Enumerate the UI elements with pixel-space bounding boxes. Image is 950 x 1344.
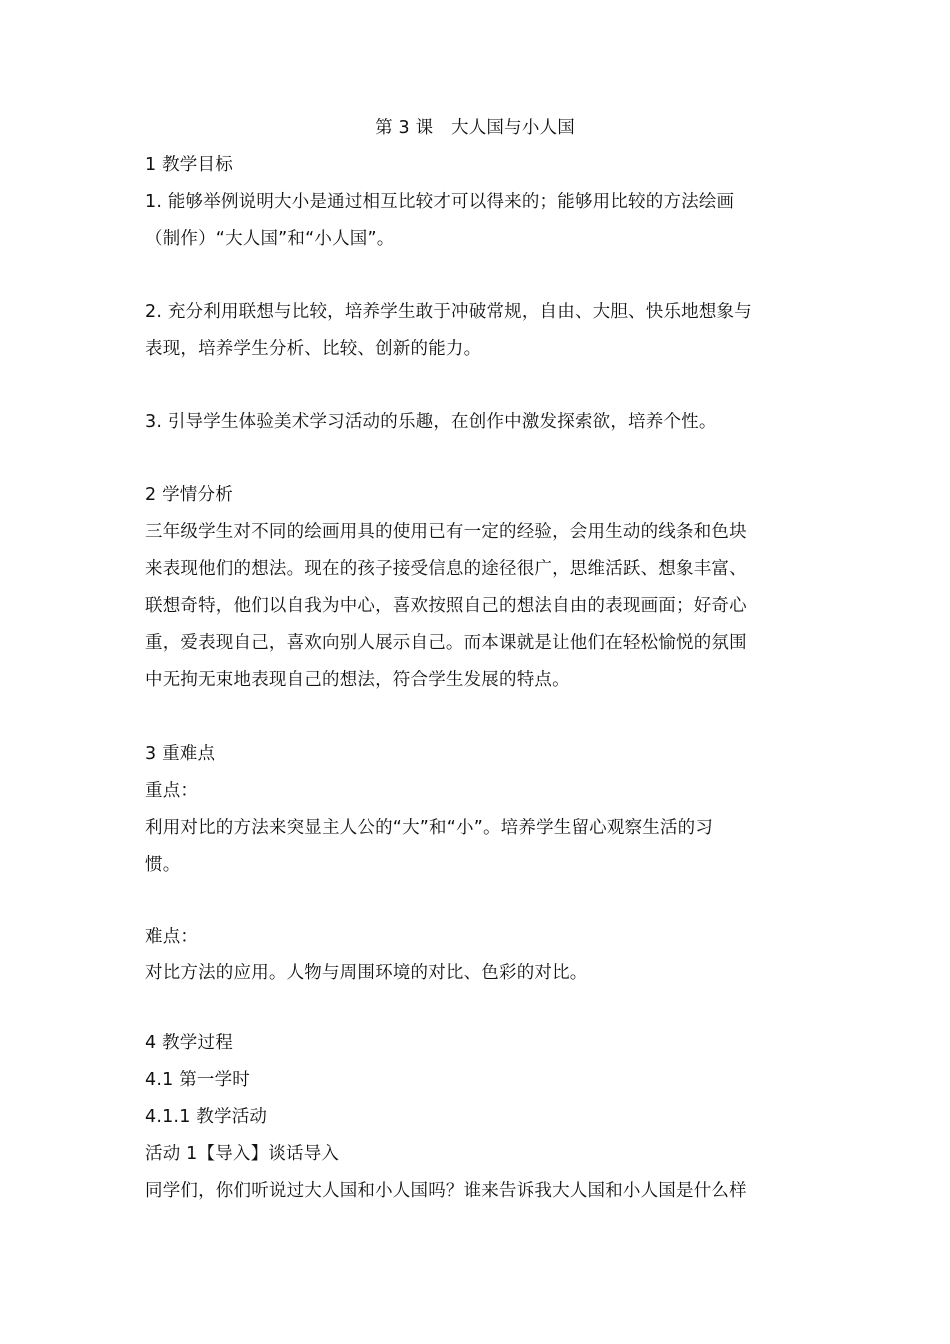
section-heading-key-difficult-points: 3 重难点 [145,744,216,764]
goal-1-line-1: 1. 能够举例说明大小是通过相互比较才可以得来的；能够用比较的方法绘画 [145,192,735,212]
goal-1-line-2: （制作）“大人国”和“小人国”。 [145,229,395,249]
difficult-point-label: 难点： [145,927,199,947]
subsection-first-period: 4.1 第一学时 [145,1070,250,1090]
activity-1-heading: 活动 1【导入】谈话导入 [145,1144,340,1164]
difficult-point-text: 对比方法的应用。人物与周围环境的对比、色彩的对比。 [145,963,588,983]
analysis-line: 来表现他们的想法。现在的孩子接受信息的途径很广，思维活跃、想象丰富、 [145,559,747,579]
page-title: 第 3 课 大人国与小人国 [375,118,575,138]
goal-2-line-1: 2. 充分利用联想与比较，培养学生敢于冲破常规，自由、大胆、快乐地想象与 [145,302,752,322]
section-heading-teaching-goals: 1 教学目标 [145,155,233,175]
goal-2-line-2: 表现，培养学生分析、比较、创新的能力。 [145,339,482,359]
analysis-line: 三年级学生对不同的绘画用具的使用已有一定的经验，会用生动的线条和色块 [145,522,747,542]
section-heading-teaching-process: 4 教学过程 [145,1033,233,1053]
subsection-teaching-activity: 4.1.1 教学活动 [145,1107,268,1127]
analysis-line: 中无拘无束地表现自己的想法，符合学生发展的特点。 [145,670,570,690]
key-point-line-1: 利用对比的方法来突显主人公的“大”和“小”。培养学生留心观察生活的习 [145,818,714,838]
analysis-line: 重，爱表现自己，喜欢向别人展示自己。而本课就是让他们在轻松愉悦的氛围 [145,633,747,653]
activity-1-text: 同学们，你们听说过大人国和小人国吗？谁来告诉我大人国和小人国是什么样 [145,1181,747,1201]
analysis-line: 联想奇特，他们以自我为中心，喜欢按照自己的想法自由的表现画面；好奇心 [145,596,747,616]
goal-3: 3. 引导学生体验美术学习活动的乐趣，在创作中激发探索欲，培养个性。 [145,412,717,432]
key-point-label: 重点： [145,781,199,801]
key-point-line-2: 惯。 [145,855,181,875]
section-heading-student-analysis: 2 学情分析 [145,485,233,505]
